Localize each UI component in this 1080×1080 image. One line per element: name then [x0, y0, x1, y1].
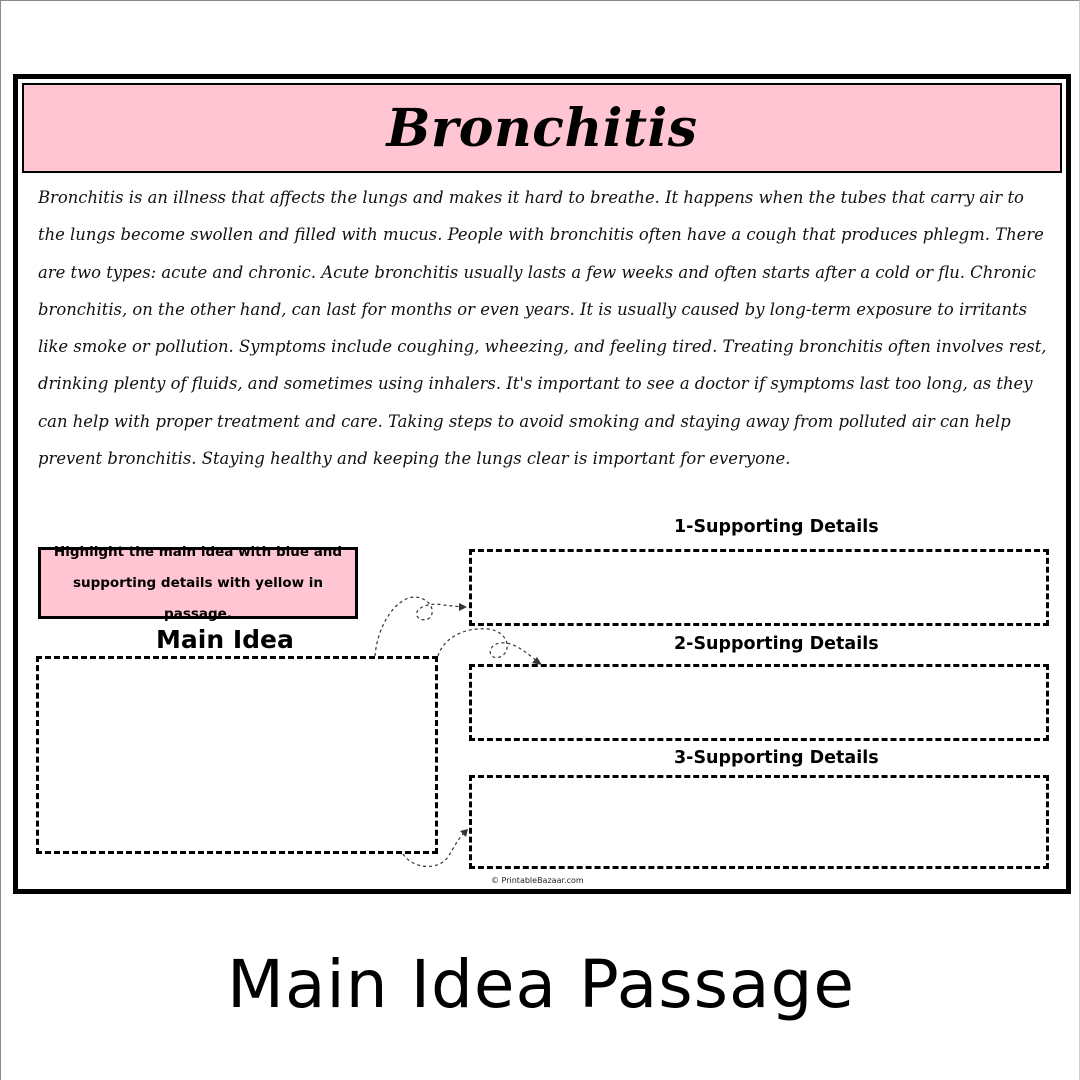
instruction-box: [38, 543, 358, 622]
supporting-details-2-label: 2-Supporting Details: [674, 634, 879, 654]
main-idea-label: Main Idea: [156, 625, 294, 654]
supporting-details-3-label: 3-Supporting Details: [674, 748, 879, 768]
supporting-details-1-box: [469, 549, 1049, 626]
worksheet-frame: [13, 74, 1071, 894]
supporting-details-1-label: 1-Supporting Details: [674, 517, 879, 537]
caption-title: Main Idea Passage: [227, 946, 855, 1023]
arrowhead-1: [459, 603, 467, 611]
worksheet-title: Bronchitis: [386, 97, 698, 159]
title-band: [22, 83, 1062, 173]
main-idea-box: [36, 656, 438, 854]
reading-passage: Bronchitis is an illness that affects the lungs and makes it hard to breathe. It happens when the tubes that carry air to the lungs become swollen and filled with mucus. People with bronchitis often have a cough that produces phlegm. There are two types: acute and chronic. Acute bronchitis usually lasts a few weeks and often starts after a cold or flu. Chronic bronchitis, on the other hand, can last for months or even years. It is usually caused by long-term exposure to irritants like smoke or pollution. Symptoms include coughing, wheezing, and feeling tired. Treating bronchitis often involves rest, drinking plenty of fluids, and sometimes using inhalers. It's important to see a doctor if symptoms last too long, as they can help with proper treatment and care. Taking steps to avoid smoking and staying away from polluted air can help prevent bronchitis. Staying healthy and keeping the lungs clear is important for everyone.: [38, 188, 1047, 469]
instruction-line-2: supporting details with yellow in passage.: [72, 574, 324, 622]
supporting-details-2-box: [469, 664, 1049, 741]
copyright-notice: © PrintableBazaar.com: [491, 876, 584, 885]
arrow-to-detail-2: [438, 629, 538, 662]
arrowhead-3: [460, 829, 468, 837]
instruction-line-1: Highlight the main idea with blue and: [53, 543, 343, 560]
supporting-details-3-box: [469, 775, 1049, 869]
arrow-to-detail-1: [375, 597, 463, 656]
